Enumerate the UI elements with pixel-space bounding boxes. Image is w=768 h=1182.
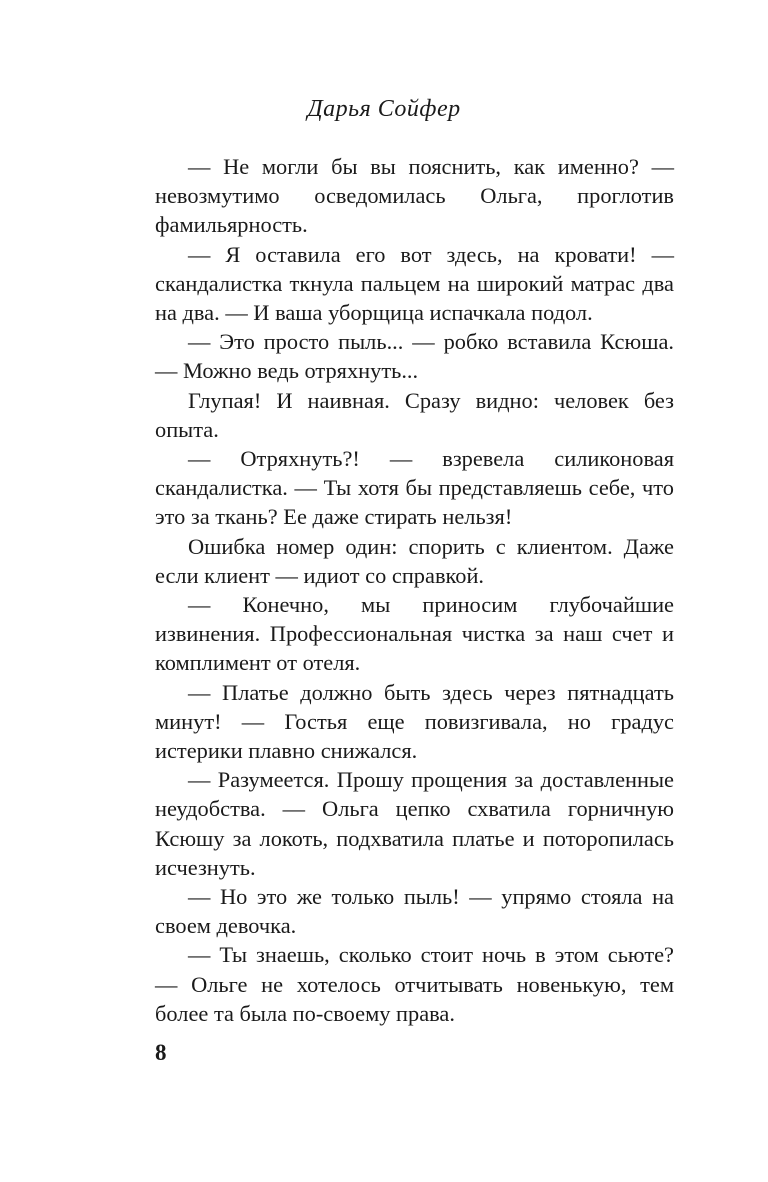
running-head-author: Дарья Сойфер <box>307 96 461 122</box>
paragraph: — Отряхнуть?! — взревела силиконовая скандалистка. — Ты хотя бы представляешь себе, что это за ткань? Ее даже стирать нельзя! <box>155 446 674 530</box>
paragraph: — Я оставила его вот здесь, на кровати! — скандалистка ткнула пальцем на широкий матрас два на два. — И ваша уборщица испачкала подол. <box>155 241 674 326</box>
paragraph: Глупая! И наивная. Сразу видно: человек без опыта. <box>155 387 674 442</box>
page-number: 8 <box>155 1040 167 1065</box>
paragraph: — Конечно, мы приносим глубочайшие извинения. Профессиональная чистка за наш счет и комплимент от отеля. <box>155 592 674 676</box>
paragraph: — Ты знаешь, сколько стоит ночь в этом сьюте? — Ольге не хотелось отчитывать новенькую, тем более та была по-своему права. <box>155 942 674 1026</box>
paragraph: — Но это же только пыль! — упрямо стояла на своем девочка. <box>155 884 674 939</box>
body-text <box>155 152 674 1028</box>
paragraph: — Платье должно быть здесь через пятнадцать минут! — Гостья еще повизгивала, но градус истерики плавно снижался. <box>155 679 674 764</box>
paragraph: Ошибка номер один: спорить с клиентом. Даже если клиент — идиот со справкой. <box>155 533 674 588</box>
paragraph: — Разумеется. Прошу прощения за доставленные неудобства. — Ольга цепко схватила горничную Ксюшу за локоть, подхватила платье и поторопилась исчезнуть. <box>155 767 674 880</box>
paragraph: — Это просто пыль... — робко вставила Ксюша. — Можно ведь отряхнуть... <box>155 329 674 384</box>
paragraph: — Не могли бы вы пояснить, как именно? — невозмутимо осведомилась Ольга, проглотив фамильярность. <box>155 154 674 238</box>
